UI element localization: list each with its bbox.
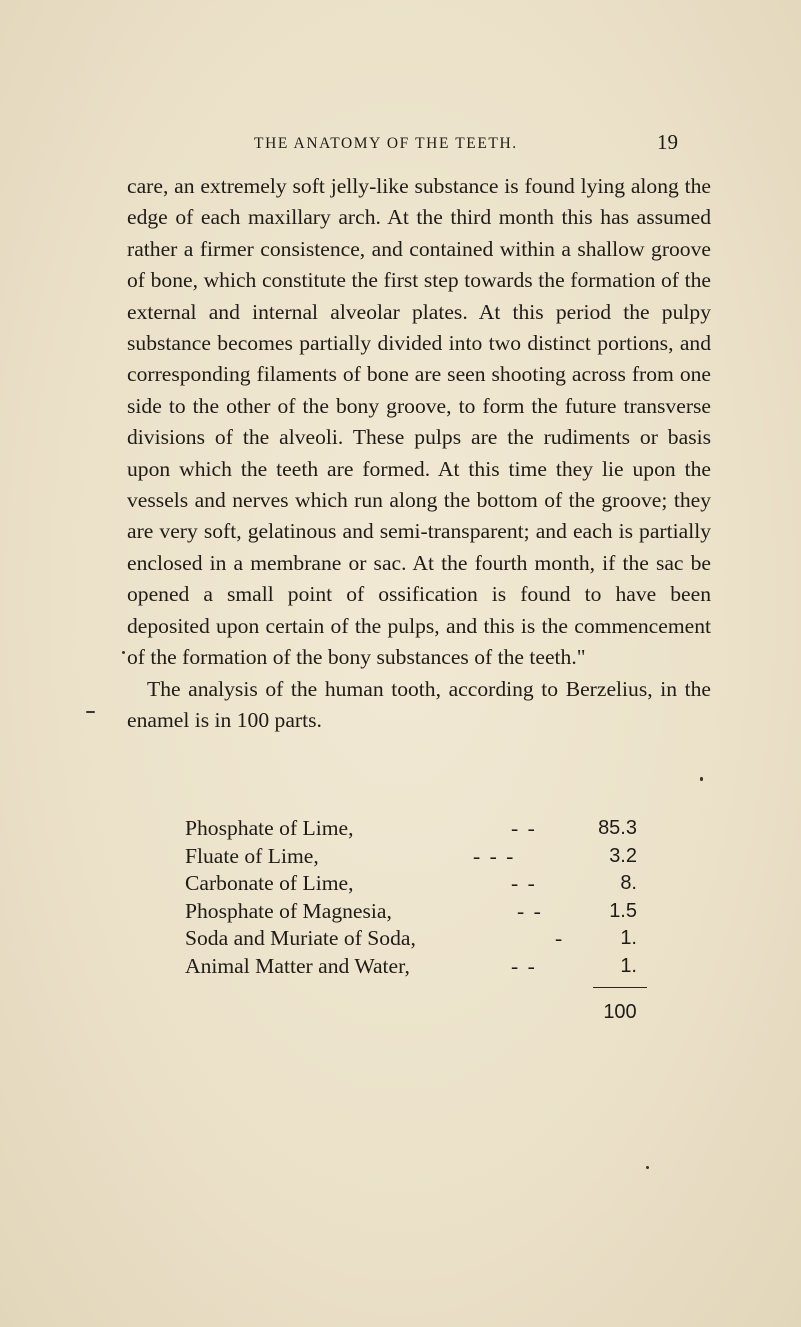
paper-speck bbox=[700, 777, 703, 781]
component-value: 85.3 bbox=[598, 817, 637, 839]
leader-dashes: - - - bbox=[473, 843, 516, 868]
paper-speck bbox=[646, 1166, 649, 1169]
table-row bbox=[185, 815, 655, 843]
total-value: 100 bbox=[603, 1001, 637, 1023]
body-text bbox=[127, 171, 711, 736]
leader-dashes: - - bbox=[517, 898, 543, 923]
component-value: 3.2 bbox=[609, 844, 637, 867]
component-name: Carbonate of Lime, bbox=[185, 871, 354, 895]
leader-dashes: - - bbox=[511, 871, 537, 895]
table-row bbox=[185, 843, 655, 871]
paper-speck bbox=[86, 711, 95, 713]
component-name: Soda and Muriate of Soda, bbox=[185, 926, 416, 950]
page-number: 19 bbox=[657, 130, 678, 154]
component-name: Animal Matter and Water, bbox=[185, 953, 410, 978]
page-header bbox=[0, 130, 801, 157]
component-value: 1. bbox=[620, 927, 637, 949]
paragraph-continuation: care, an extremely soft jelly-like substance is found lying along the edge of each maxillary arch. At the third month this has assumed rather a firmer consistence, and contained within a shallow groove of bone, which constitute the first step towards the formation of the external and internal alveolar plates. At this period the pulpy substance becomes partially divided into two distinct portions, and corresponding filaments of bone are seen shooting across from one side to the other of the bony groove, to form the future transverse divisions of the alveoli. These pulps are the rudiments or basis upon which the teeth are formed. At this time they lie upon the vessels and nerves which run along the bottom of the groove; they are very soft, gelatinous and semi-transparent; and each is partially enclosed in a membrane or sac. At the fourth month, if the sac be opened a small point of ossification is found to have been deposited upon certain of the pulps, and this is the commencement of the formation of the bony substances of the teeth." bbox=[127, 174, 711, 670]
table-row bbox=[185, 870, 655, 898]
component-value: 8. bbox=[620, 872, 637, 894]
table-row bbox=[185, 953, 655, 981]
table-row bbox=[185, 925, 655, 953]
component-name: Phosphate of Lime, bbox=[185, 816, 354, 840]
running-title: THE ANATOMY OF THE TEETH. bbox=[254, 135, 518, 152]
component-value: 1. bbox=[620, 954, 637, 977]
paragraph-analysis-intro: The analysis of the human tooth, according to Berzelius, in the enamel is in 100 parts. bbox=[127, 676, 711, 732]
component-value: 1.5 bbox=[609, 899, 637, 922]
table-row bbox=[185, 898, 655, 926]
enamel-analysis-table bbox=[185, 815, 655, 1023]
paper-speck bbox=[122, 651, 125, 654]
component-name: Fluate of Lime, bbox=[185, 843, 319, 868]
leader-dashes: - - bbox=[511, 816, 537, 840]
component-name: Phosphate of Magnesia, bbox=[185, 898, 392, 923]
sum-rule bbox=[593, 987, 647, 988]
leader-dashes: - - bbox=[511, 953, 537, 978]
leader-dashes: - bbox=[555, 926, 565, 950]
